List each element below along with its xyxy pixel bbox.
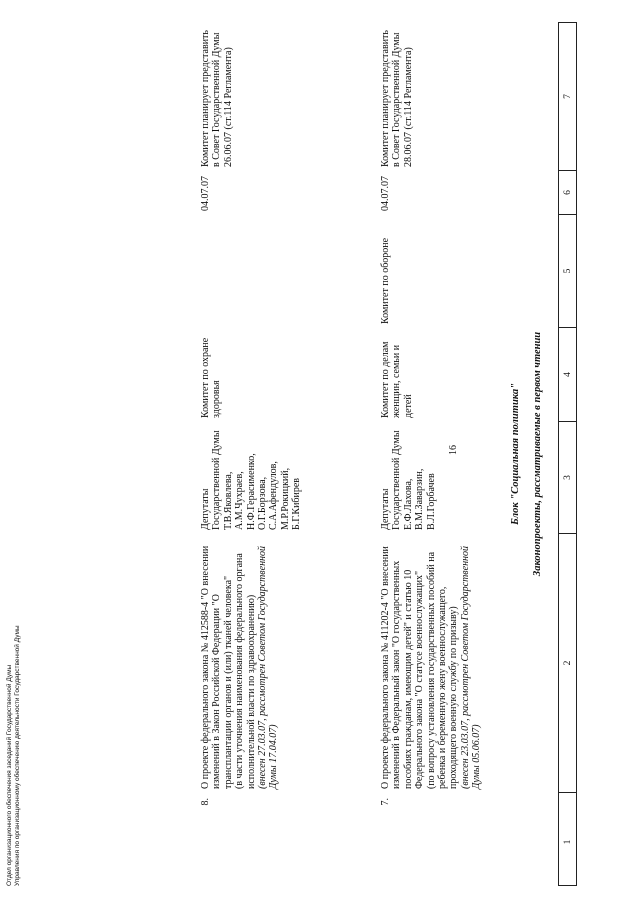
- bill-status: Комитет планирует представить в Совет Государственной Думы 28.06.07 (ст.114 Регламента): [380, 30, 414, 167]
- bill-authors: Депутаты Государственной Думы Е.Ф.Лахова, В.М.Заварзин, В.Л.Горбачев: [380, 430, 437, 530]
- table-row: [380, 22, 483, 886]
- footer-line-1: Отдел организационного обеспечения заседаний Государственной Думы: [6, 664, 13, 886]
- co-executor-committee: Комитет по обороне: [380, 237, 391, 324]
- table-header-row: [558, 22, 577, 886]
- bill-title: О проекте федерального закона № 411202-4 "О внесении изменений в Федеральный закон "О государственных пособиях гражданам, имеющим детей" и статью 10 Федерального закона "О статусе военнослужащих": [380, 546, 426, 789]
- session-date: 04.07.07: [380, 176, 391, 211]
- co-executor-committee: [200, 214, 303, 327]
- bill-description: [200, 533, 303, 792]
- column-number-5: 5: [558, 214, 577, 327]
- bill-introduced: (внесен 23.03.07, рассмотрен Советом Государственной Думы 05.06.07): [459, 545, 483, 789]
- bill-note: (в части уточнения наименования федерального органа исполнительной власти по здравоохранению): [234, 553, 257, 789]
- column-number-3: 3: [558, 421, 577, 533]
- footer: [6, 186, 22, 886]
- column-number-1: 1: [558, 792, 577, 886]
- bill-introduced: (внесен 27.03.07, рассмотрен Советом Государственной Думы 17.04.07): [257, 545, 280, 789]
- section-title: Законопроекты, рассматриваемые в первом чтении: [532, 331, 543, 577]
- column-number-2: 2: [558, 533, 577, 792]
- bill-description: [380, 533, 483, 792]
- block-title: Блок "Социальная политика": [510, 383, 521, 525]
- bill-authors: Депутаты Государственной Думы Т.В.Яковлева, А.М.Чухраев, Н.Ф.Герасименко, О.Г.Борзова, С.А.Афендулов, М.Р.Рокицкий, Б.Г.Кибирев: [200, 430, 303, 530]
- responsible-committee: Комитет по делам женщин, семьи и детей: [380, 341, 414, 418]
- session-date: 04.07.07: [200, 176, 211, 211]
- footer-line-2: Управления по организационному обеспечению деятельности Государственной Думы: [14, 625, 21, 886]
- column-number-4: 4: [558, 327, 577, 421]
- bill-note: (по вопросу установления государственных пособий на ребенка и беременную жену военнослужащего, проходящего военную службу по призыву): [425, 551, 460, 789]
- page-number: 16: [448, 445, 459, 455]
- bill-title: О проекте федерального закона № 412588-4 "О внесении изменений в Закон Российской Федерации "О трансплантации органов и (или) тканей человека": [200, 545, 234, 789]
- row-number: 7.: [380, 798, 391, 806]
- table-row: [200, 22, 303, 886]
- column-number-6: 6: [558, 170, 577, 214]
- responsible-committee: Комитет по охране здоровья: [200, 337, 223, 418]
- bill-status: Комитет планирует представить в Совет Государственной Думы 26.06.07 (ст.114 Регламента): [200, 30, 234, 167]
- column-number-7: 7: [558, 22, 577, 170]
- row-number: 8.: [200, 798, 211, 806]
